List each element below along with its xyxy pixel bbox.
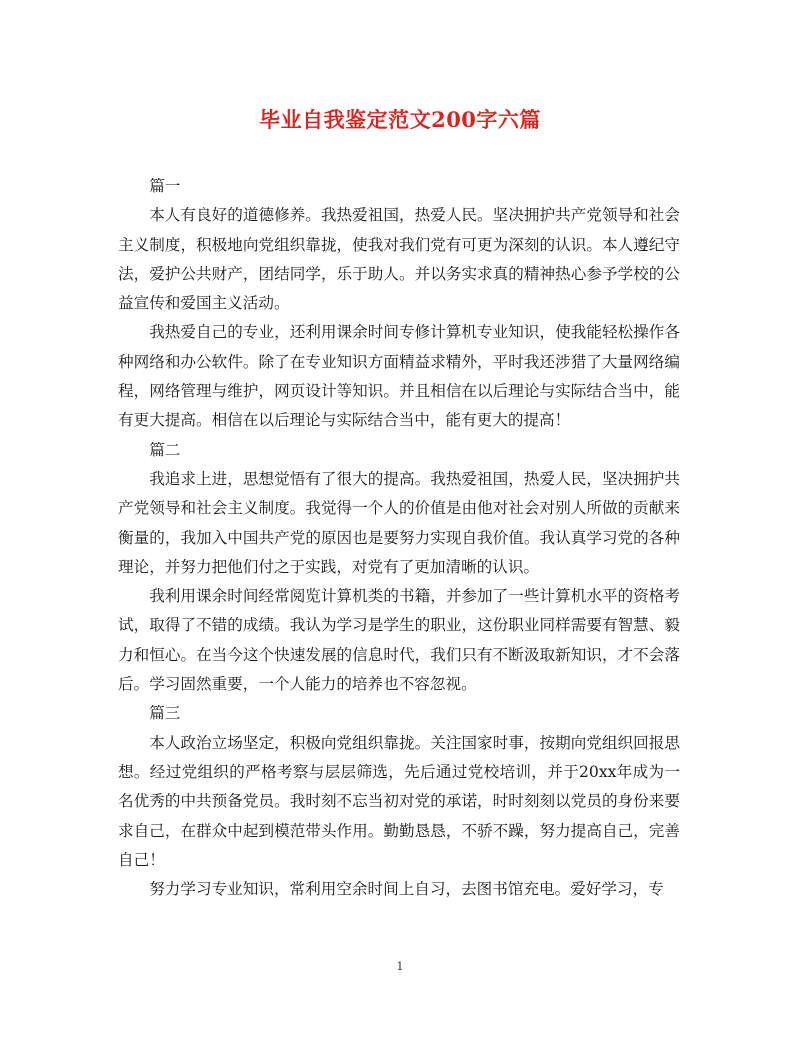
document-title: 毕业自我鉴定范文200字六篇 — [259, 107, 541, 132]
document-body — [118, 172, 680, 904]
section-heading-2: 篇二 — [149, 440, 181, 459]
section-2-paragraph-2: 我利用课余时间经常阅览计算机类的书籍，并参加了一些计算机水平的资格考试，取得了不错的成绩。我认为学习是学生的职业，这份职业同样需要有智慧、毅力和恒心。在当今这个快速发展的信息时代，我们只有不断汲取新知识，才不会落后。学习固然重要，一个人能力的培养也不容忽视。 — [118, 587, 680, 694]
section-heading-3: 篇三 — [149, 704, 181, 723]
section-2-paragraph-1: 我追求上进，思想觉悟有了很大的提高。我热爱祖国，热爱人民，坚决拥护共产党领导和社会主义制度。我觉得一个人的价值是由他对社会对别人所做的贡献来衡量的，我加入中国共产党的原因也是要努力实现自我价值。我认真学习党的各种理论，并努力把他们付之于实践，对党有了更加清晰的认识。 — [118, 469, 680, 576]
section-1-paragraph-1: 本人有良好的道德修养。我热爱祖国，热爱人民。坚决拥护共产党领导和社会主义制度，积极地向党组织靠拢，使我对我们党有可更为深刻的认识。本人遵纪守法，爱护公共财产，团结同学，乐于助人。并以务实求真的精神热心参予学校的公益宣传和爱国主义活动。 — [118, 206, 680, 313]
page-number: 1 — [396, 960, 404, 973]
section-3-paragraph-2: 努力学习专业知识，常利用空余时间上自习，去图书馆充电。爱好学习，专 — [149, 880, 664, 899]
section-heading-1: 篇一 — [149, 177, 181, 195]
section-1-paragraph-2: 我热爱自己的专业，还利用课余时间专修计算机专业知识，使我能轻松操作各种网络和办公软件。除了在专业知识方面精益求精外，平时我还涉猎了大量网络编程，网络管理与维护，网页设计等知识。并且相信在以后理论与实际结合当中，能有更大提高。相信在以后理论与实际结合当中，能有更大的提高！ — [118, 323, 680, 430]
section-3-paragraph-1: 本人政治立场坚定，积极向党组织靠拢。关注国家时事，按期向党组织回报思想。经过党组织的严格考察与层层筛选，先后通过党校培训，并于20xx年成为一名优秀的中共预备党员。我时刻不忘当初对党的承诺，时时刻刻以党员的身份来要求自己，在群众中起到模范带头作用。勤勤恳恳，不骄不躁，努力提高自己，完善自己！ — [118, 733, 680, 869]
